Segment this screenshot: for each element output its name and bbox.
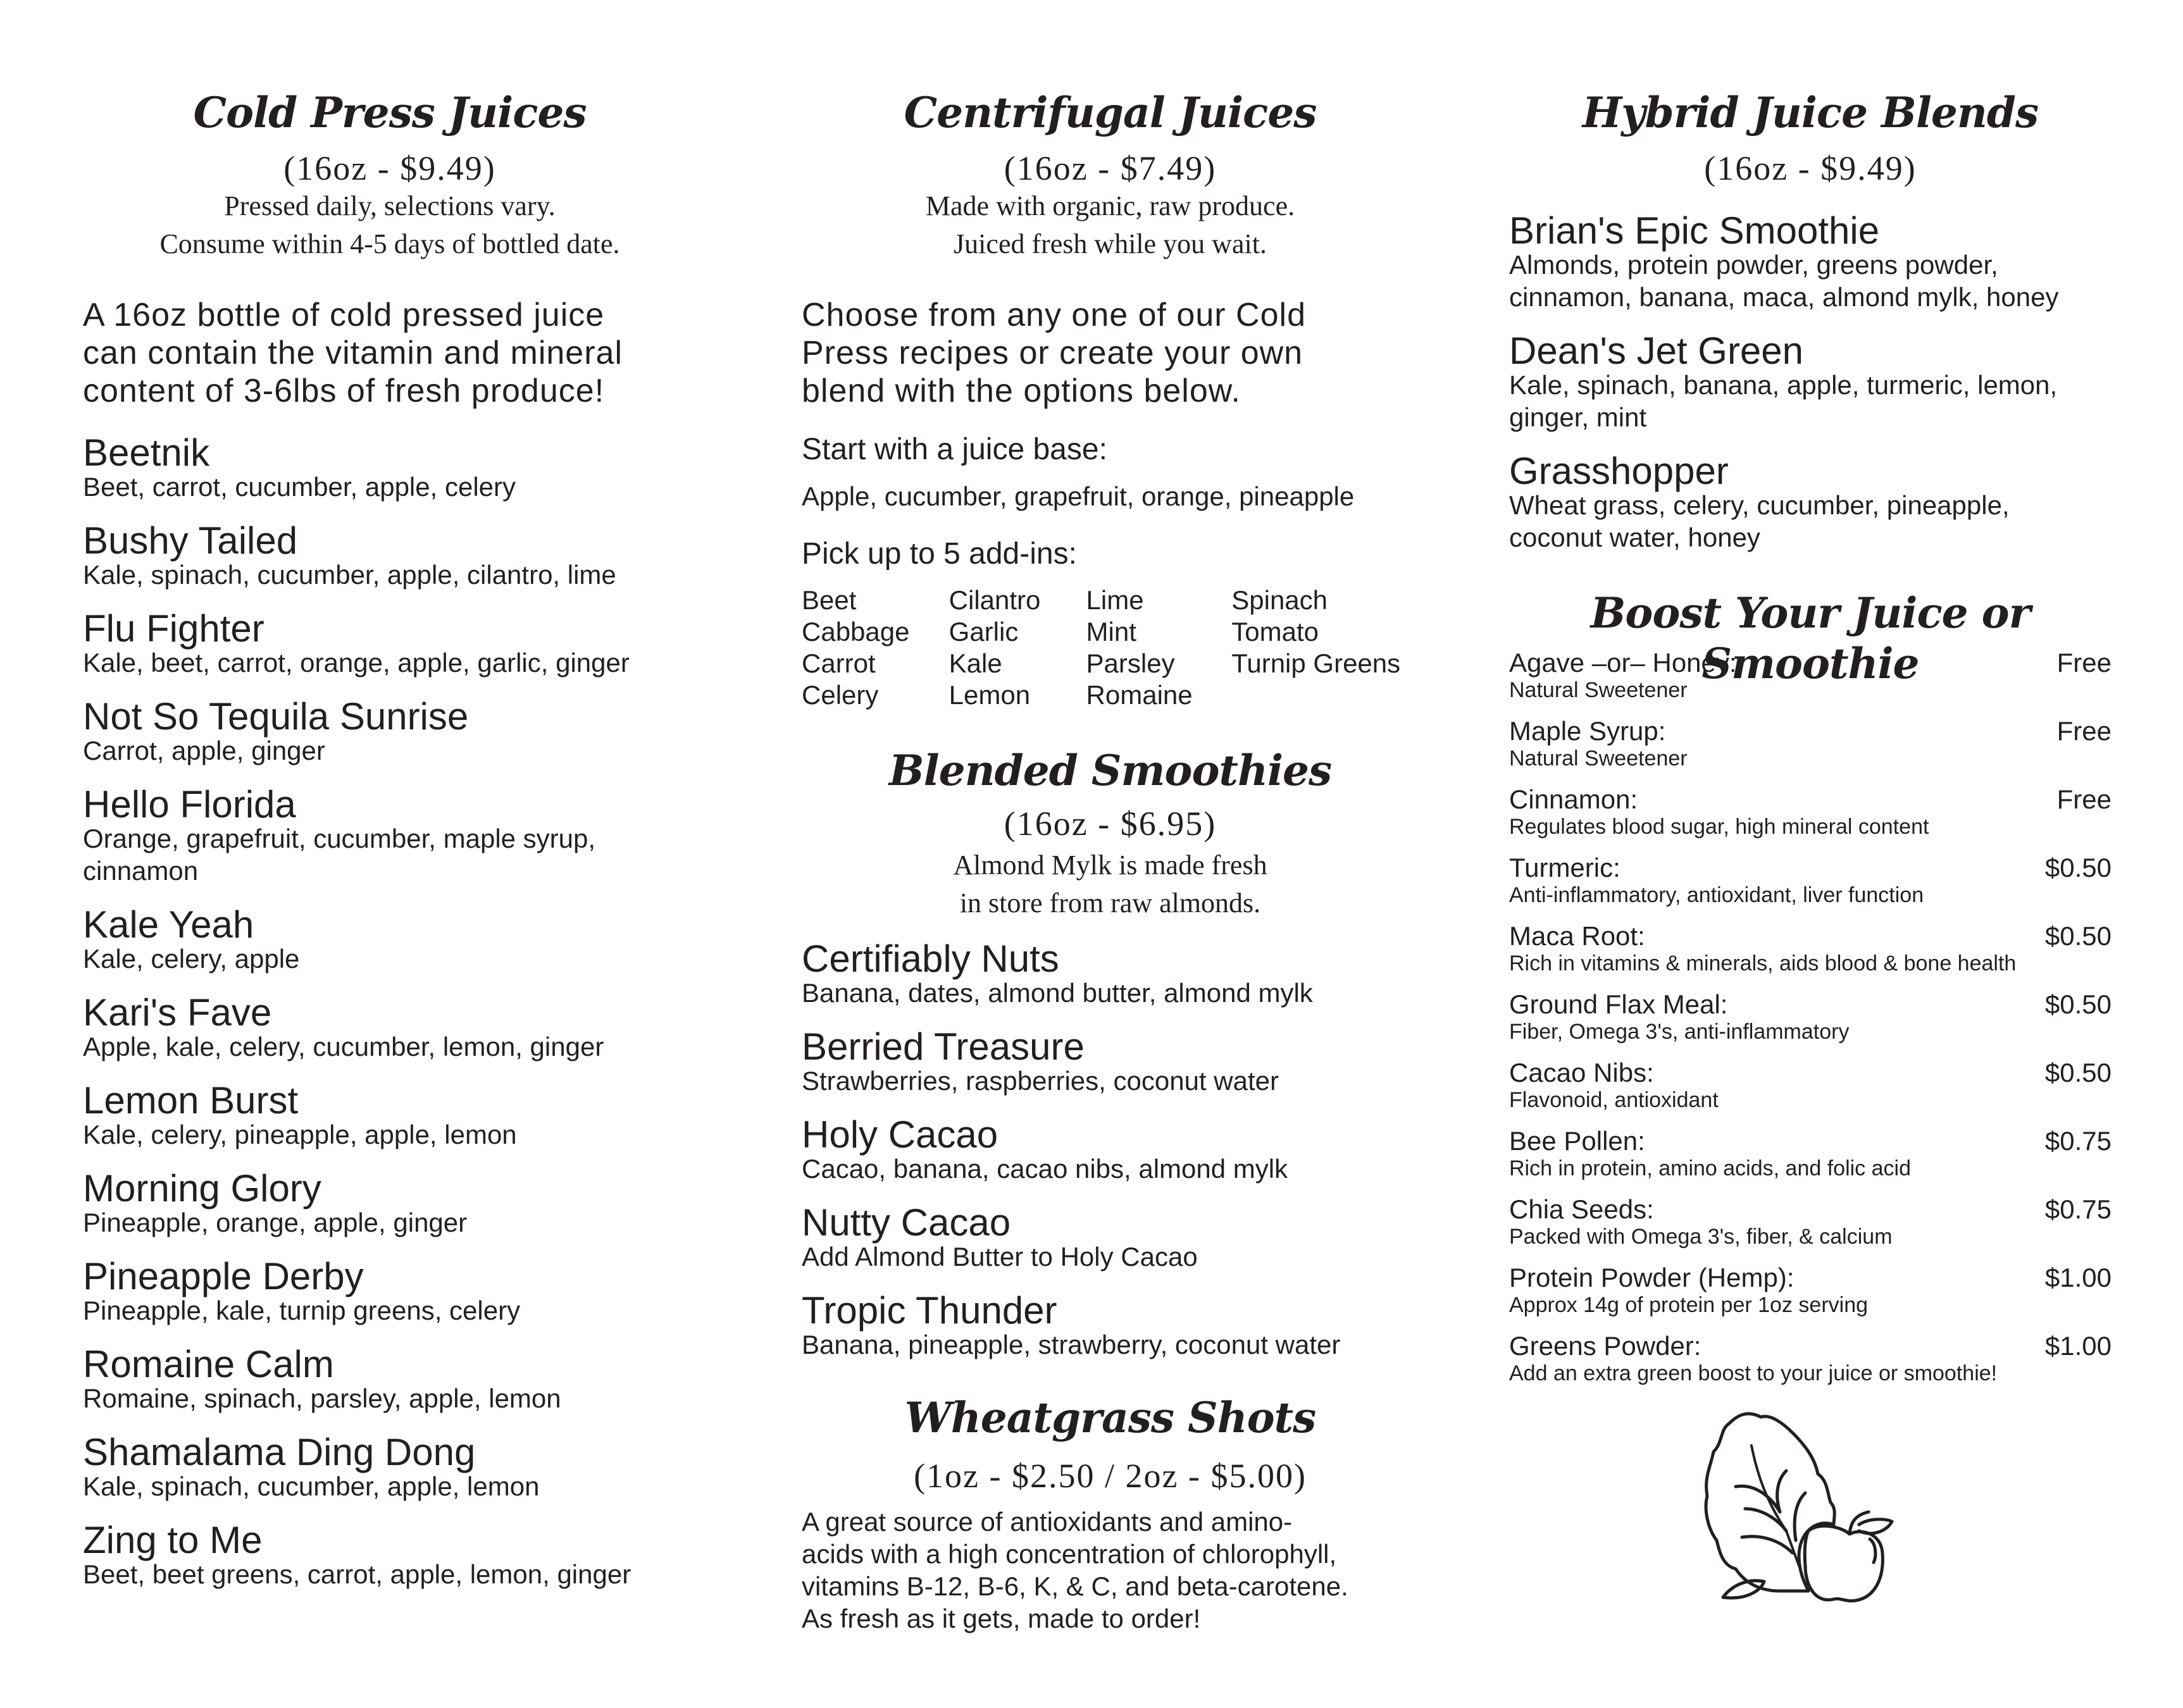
boost-price: $0.75 bbox=[2044, 1126, 2111, 1156]
hybrid-header bbox=[1509, 87, 2111, 187]
text-line: A 16oz bottle of cold pressed juice bbox=[83, 297, 605, 333]
menu-item bbox=[1509, 330, 2111, 433]
addin-option: Lemon bbox=[948, 680, 1031, 710]
boost-description: Anti-inflammatory, antioxidant, liver function bbox=[1509, 883, 1924, 907]
item-description: Strawberries, raspberries, coconut water bbox=[802, 1066, 1279, 1096]
item-description: Kale, spinach, banana, apple, turmeric, lemon, bbox=[1509, 370, 2058, 400]
text-line: A great source of antioxidants and amino- bbox=[802, 1507, 1293, 1537]
item-name: Morning Glory bbox=[83, 1167, 321, 1210]
section-title: Wheatgrass Shots bbox=[904, 1393, 1316, 1442]
item-name: Berried Treasure bbox=[802, 1025, 1085, 1068]
menu-item bbox=[83, 1343, 697, 1414]
section-title: Hybrid Juice Blends bbox=[1582, 88, 2039, 137]
boost-title: Boost Your Juice or Smoothie bbox=[1590, 588, 2031, 688]
addin-option: Turnip Greens bbox=[1231, 648, 1401, 678]
boost-name: Cacao Nibs: bbox=[1509, 1058, 1654, 1087]
wheatgrass-header bbox=[802, 1392, 1419, 1495]
hybrid-items bbox=[1509, 209, 2111, 574]
text-line: Choose from any one of our Cold bbox=[802, 297, 1306, 333]
item-name: Zing to Me bbox=[83, 1519, 263, 1561]
menu-item bbox=[802, 938, 1419, 1009]
juice-base-heading: Start with a juice base: bbox=[802, 433, 1107, 466]
addin-option: Cilantro bbox=[948, 585, 1041, 615]
item-description: Pineapple, kale, turnip greens, celery bbox=[83, 1296, 521, 1325]
boost-price: $1.00 bbox=[2044, 1263, 2111, 1292]
boost-item bbox=[1509, 1058, 2111, 1113]
item-description: ginger, mint bbox=[1509, 402, 1647, 432]
boost-description: Packed with Omega 3's, fiber, & calcium bbox=[1509, 1225, 1893, 1249]
boost-name: Turmeric: bbox=[1509, 853, 1620, 882]
boost-name: Maple Syrup: bbox=[1509, 716, 1666, 746]
addin-option: Spinach bbox=[1231, 585, 1328, 615]
item-description: Kale, spinach, cucumber, apple, cilantro, lime bbox=[83, 560, 616, 590]
item-name: Kale Yeah bbox=[83, 903, 254, 946]
addin-option: Tomato bbox=[1231, 617, 1319, 647]
text-line: Press recipes or create your own bbox=[802, 335, 1303, 371]
item-description: cinnamon bbox=[83, 856, 199, 886]
boost-name: Protein Powder (Hemp): bbox=[1509, 1263, 1794, 1292]
boost-price: $0.50 bbox=[2044, 853, 2111, 882]
boost-description: Fiber, Omega 3's, anti-inflammatory bbox=[1509, 1020, 1850, 1044]
section-note: Made with organic, raw produce. bbox=[925, 190, 1295, 221]
item-description: Pineapple, orange, apple, ginger bbox=[83, 1208, 468, 1237]
item-description: Cacao, banana, cacao nibs, almond mylk bbox=[802, 1154, 1288, 1184]
item-name: Hello Florida bbox=[83, 783, 296, 826]
addin-option: Mint bbox=[1086, 617, 1136, 647]
menu-item bbox=[83, 1519, 697, 1590]
centrifugal-header bbox=[802, 87, 1419, 263]
menu-item bbox=[802, 1201, 1419, 1273]
boost-description: Rich in vitamins & minerals, aids blood & bone health bbox=[1509, 951, 2017, 975]
boost-row bbox=[1509, 1332, 2111, 1361]
boost-item bbox=[1509, 648, 2111, 703]
section-note: Pressed daily, selections vary. bbox=[224, 190, 556, 221]
boost-name: Agave –or– Honey: bbox=[1509, 648, 1737, 678]
item-name: Beetnik bbox=[83, 431, 210, 474]
item-description: Orange, grapefruit, cucumber, maple syrup, bbox=[83, 824, 596, 853]
addin-option: Carrot bbox=[802, 648, 876, 678]
item-description: Kale, spinach, cucumber, apple, lemon bbox=[83, 1471, 540, 1501]
item-description: cinnamon, banana, maca, almond mylk, honey bbox=[1509, 282, 2059, 312]
item-name: Not So Tequila Sunrise bbox=[83, 695, 469, 738]
addins-column bbox=[949, 585, 1086, 711]
section-price: (16oz - $9.49) bbox=[283, 149, 496, 187]
item-description: Kale, beet, carrot, orange, apple, garlic, ginger bbox=[83, 648, 630, 678]
item-description: Apple, kale, celery, cucumber, lemon, ginger bbox=[83, 1032, 604, 1061]
centrifugal-intro bbox=[802, 296, 1419, 410]
item-description: Almonds, protein powder, greens powder, bbox=[1509, 250, 1998, 280]
menu-item bbox=[802, 1289, 1419, 1361]
kale-and-apple-icon bbox=[1704, 1408, 1894, 1610]
menu-item bbox=[83, 783, 697, 887]
boost-price: $1.00 bbox=[2044, 1331, 2111, 1361]
boost-price: $0.50 bbox=[2044, 921, 2111, 951]
boost-row bbox=[1509, 853, 2111, 882]
boost-description: Flavonoid, antioxidant bbox=[1509, 1088, 1719, 1112]
boost-item bbox=[1509, 922, 2111, 976]
boost-row bbox=[1509, 1058, 2111, 1087]
boost-row bbox=[1509, 1127, 2111, 1156]
menu-item bbox=[83, 431, 697, 503]
boost-description: Natural Sweetener bbox=[1509, 746, 1688, 770]
section-note: Juiced fresh while you wait. bbox=[954, 228, 1267, 259]
menu-item bbox=[83, 519, 697, 591]
text-line: can contain the vitamin and mineral bbox=[83, 335, 623, 371]
boost-item bbox=[1509, 1263, 2111, 1318]
boost-item bbox=[1509, 990, 2111, 1044]
section-title: Cold Press Juices bbox=[193, 88, 587, 137]
menu-item bbox=[83, 1167, 697, 1239]
menu-item bbox=[83, 695, 697, 767]
item-name: Lemon Burst bbox=[83, 1079, 299, 1122]
menu-item bbox=[83, 1255, 697, 1327]
section-title: Centrifugal Juices bbox=[904, 88, 1317, 137]
menu-item bbox=[83, 1431, 697, 1502]
item-description: Beet, beet greens, carrot, apple, lemon, ginger bbox=[83, 1559, 631, 1589]
boost-price: $0.75 bbox=[2044, 1194, 2111, 1224]
smoothie-items bbox=[802, 938, 1419, 1381]
addins-column bbox=[1086, 585, 1232, 711]
boost-row bbox=[1509, 1195, 2111, 1224]
item-description: coconut water, honey bbox=[1509, 523, 1760, 552]
cold-press-intro bbox=[83, 296, 697, 410]
item-name: Certifiably Nuts bbox=[802, 938, 1059, 980]
text-line: content of 3-6lbs of fresh produce! bbox=[83, 373, 605, 409]
addin-option: Kale bbox=[948, 648, 1002, 678]
item-name: Flu Fighter bbox=[83, 607, 264, 650]
item-description: Beet, carrot, cucumber, apple, celery bbox=[83, 472, 516, 502]
boost-price: Free bbox=[2056, 716, 2111, 746]
boost-name: Chia Seeds: bbox=[1509, 1194, 1654, 1224]
item-description: Kale, celery, pineapple, apple, lemon bbox=[83, 1120, 517, 1149]
section-note: Almond Mylk is made fresh bbox=[953, 850, 1267, 881]
section-price: (1oz - $2.50 / 2oz - $5.00) bbox=[914, 1457, 1307, 1495]
menu-item bbox=[802, 1113, 1419, 1185]
item-name: Pineapple Derby bbox=[83, 1255, 364, 1297]
item-description: Add Almond Butter to Holy Cacao bbox=[802, 1242, 1198, 1272]
addins-column bbox=[802, 585, 949, 711]
section-title: Blended Smoothies bbox=[888, 746, 1332, 795]
boost-price: $0.50 bbox=[2044, 1058, 2111, 1087]
boost-item bbox=[1509, 1195, 2111, 1249]
menu-item bbox=[1509, 450, 2111, 554]
item-name: Tropic Thunder bbox=[802, 1289, 1057, 1332]
menu-item bbox=[1509, 209, 2111, 313]
addin-option: Cabbage bbox=[802, 617, 910, 647]
item-name: Dean's Jet Green bbox=[1509, 330, 1804, 372]
smoothies-header bbox=[802, 745, 1419, 922]
item-name: Kari's Fave bbox=[83, 991, 272, 1034]
section-price: (16oz - $6.95) bbox=[1004, 805, 1217, 843]
addin-option: Lime bbox=[1086, 585, 1144, 615]
boost-item bbox=[1509, 1332, 2111, 1386]
boost-row bbox=[1509, 785, 2111, 814]
boost-list bbox=[1509, 648, 2111, 1400]
item-name: Bushy Tailed bbox=[83, 519, 298, 562]
wheatgrass-text bbox=[802, 1506, 1419, 1635]
addins-column bbox=[1231, 585, 1419, 711]
boost-name: Greens Powder: bbox=[1509, 1331, 1701, 1361]
menu-item bbox=[83, 1079, 697, 1151]
addin-option: Romaine bbox=[1086, 680, 1193, 710]
boost-item bbox=[1509, 853, 2111, 908]
boost-item bbox=[1509, 1127, 2111, 1181]
item-name: Nutty Cacao bbox=[802, 1201, 1011, 1244]
item-description: Banana, dates, almond butter, almond mylk bbox=[802, 978, 1313, 1008]
item-name: Shamalama Ding Dong bbox=[83, 1431, 476, 1473]
addin-option: Garlic bbox=[948, 617, 1019, 647]
text-line: blend with the options below. bbox=[802, 373, 1241, 409]
item-description: Romaine, spinach, parsley, apple, lemon bbox=[83, 1383, 561, 1413]
boost-description: Approx 14g of protein per 1oz serving bbox=[1509, 1293, 1869, 1317]
cold-press-items bbox=[83, 431, 697, 1611]
addins-heading: Pick up to 5 add-ins: bbox=[802, 537, 1077, 571]
addins-grid bbox=[802, 585, 1419, 711]
menu-item bbox=[83, 903, 697, 975]
addin-option: Parsley bbox=[1086, 648, 1175, 678]
item-name: Romaine Calm bbox=[83, 1343, 334, 1385]
juice-base-list: Apple, cucumber, grapefruit, orange, pineapple bbox=[802, 481, 1355, 511]
menu-item bbox=[83, 991, 697, 1063]
boost-name: Cinnamon: bbox=[1509, 784, 1638, 814]
addin-option: Beet bbox=[802, 585, 857, 615]
menu-item bbox=[802, 1025, 1419, 1097]
boost-price: Free bbox=[2056, 784, 2111, 814]
menu-item bbox=[83, 607, 697, 679]
cold-press-header bbox=[83, 87, 697, 263]
boost-price: $0.50 bbox=[2044, 989, 2111, 1019]
boost-name: Bee Pollen: bbox=[1509, 1126, 1645, 1156]
boost-item bbox=[1509, 717, 2111, 771]
text-line: vitamins B-12, B-6, K, & C, and beta-carotene. bbox=[802, 1571, 1348, 1601]
boost-price: Free bbox=[2056, 648, 2111, 678]
section-price: (16oz - $9.49) bbox=[1704, 149, 1917, 187]
boost-description: Add an extra green boost to your juice or smoothie! bbox=[1509, 1361, 1998, 1385]
item-description: Banana, pineapple, strawberry, coconut water bbox=[802, 1330, 1341, 1359]
boost-description: Rich in protein, amino acids, and folic acid bbox=[1509, 1156, 1911, 1180]
section-note: Consume within 4-5 days of bottled date. bbox=[159, 228, 620, 259]
text-line: acids with a high concentration of chlorophyll, bbox=[802, 1539, 1337, 1569]
boost-row bbox=[1509, 990, 2111, 1019]
item-description: Carrot, apple, ginger bbox=[83, 736, 325, 765]
boost-item bbox=[1509, 785, 2111, 839]
addin-option: Celery bbox=[802, 680, 879, 710]
boost-row bbox=[1509, 648, 2111, 678]
boost-row bbox=[1509, 1263, 2111, 1292]
boost-row bbox=[1509, 922, 2111, 951]
boost-name: Maca Root: bbox=[1509, 921, 1645, 951]
boost-description: Natural Sweetener bbox=[1509, 678, 1688, 702]
item-name: Holy Cacao bbox=[802, 1113, 998, 1156]
item-name: Brian's Epic Smoothie bbox=[1509, 209, 1880, 252]
item-name: Grasshopper bbox=[1509, 450, 1729, 492]
section-price: (16oz - $7.49) bbox=[1004, 149, 1217, 187]
boost-name: Ground Flax Meal: bbox=[1509, 989, 1728, 1019]
item-description: Wheat grass, celery, cucumber, pineapple, bbox=[1509, 490, 2010, 520]
boost-row bbox=[1509, 717, 2111, 746]
item-description: Kale, celery, apple bbox=[83, 944, 300, 974]
text-line: As fresh as it gets, made to order! bbox=[802, 1604, 1201, 1633]
boost-description: Regulates blood sugar, high mineral content bbox=[1509, 815, 1929, 839]
section-note: in store from raw almonds. bbox=[959, 888, 1261, 919]
